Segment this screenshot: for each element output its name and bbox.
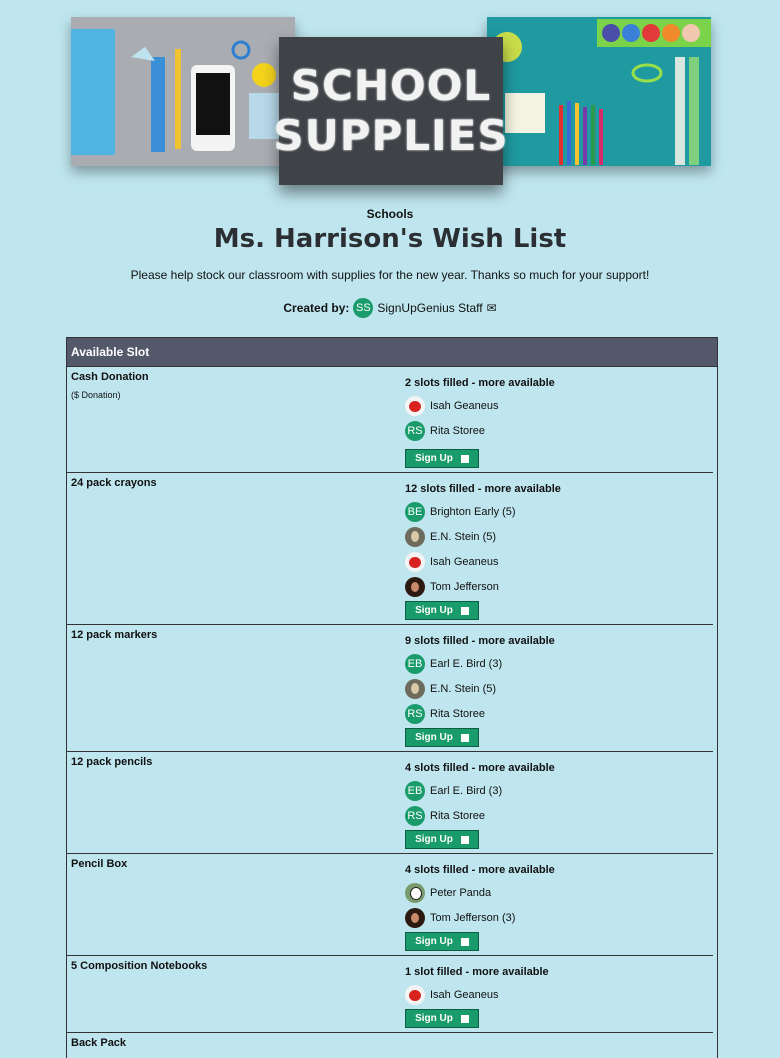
volunteer-name: Tom Jefferson (3)	[430, 911, 516, 924]
supplies-photo-left	[71, 17, 295, 166]
initials-avatar: EB	[405, 654, 425, 674]
volunteer-name: Isah Geaneus	[430, 988, 499, 1001]
sign-up-button[interactable]	[405, 1009, 479, 1028]
volunteer-item	[405, 499, 561, 524]
chalkboard-line-1: SCHOOL	[290, 61, 492, 110]
supplies-illustration-right	[487, 17, 711, 166]
volunteer-item	[405, 905, 555, 930]
slots-filled-text: 1 slot filled - more available	[405, 966, 549, 978]
slot-name: 5 Composition Notebooks	[71, 960, 208, 972]
table-row	[67, 752, 713, 854]
slots-filled-text: 4 slots filled - more available	[405, 762, 555, 774]
volunteer-name: Rita Storee	[430, 424, 486, 437]
slot-status	[405, 864, 555, 930]
apple-avatar-icon	[405, 552, 425, 572]
sign-up-button[interactable]	[405, 449, 479, 468]
mail-icon[interactable]: ✉	[486, 301, 497, 315]
sign-up-button[interactable]	[405, 830, 479, 849]
checkbox-icon[interactable]	[461, 836, 469, 844]
volunteer-item	[405, 393, 555, 418]
slot-status	[405, 762, 555, 828]
slot-name: Back Pack	[71, 1037, 127, 1049]
created-by-label: Created by:	[283, 301, 350, 315]
initials-avatar: EB	[405, 781, 425, 801]
sign-up-label: Sign Up	[415, 1013, 453, 1024]
checkbox-icon[interactable]	[461, 607, 469, 615]
checkbox-icon[interactable]	[461, 1015, 469, 1023]
checkbox-icon[interactable]	[461, 734, 469, 742]
slots-filled-text: 9 slots filled - more available	[405, 635, 555, 647]
table-row	[67, 473, 713, 625]
volunteer-item	[405, 803, 555, 828]
sign-up-label: Sign Up	[415, 605, 453, 616]
initials-avatar: RS	[405, 806, 425, 826]
volunteer-name: Tom Jefferson	[430, 580, 499, 593]
apple-avatar-icon	[405, 396, 425, 416]
supplies-illustration-left	[71, 17, 295, 166]
apple-avatar-icon	[405, 985, 425, 1005]
volunteer-name: Rita Storee	[430, 707, 486, 720]
table-row	[67, 625, 713, 752]
chalkboard-line-2: SUPPLIES	[273, 111, 509, 160]
slot-status	[405, 483, 561, 599]
volunteer-item	[405, 651, 555, 676]
volunteer-name: Earl E. Bird (3)	[430, 784, 503, 797]
volunteer-item	[405, 778, 555, 803]
slot-name: Pencil Box	[71, 858, 128, 870]
volunteer-item	[405, 549, 561, 574]
sign-up-button[interactable]	[405, 932, 479, 951]
slots-table	[66, 337, 718, 1058]
chalkboard-logo	[273, 37, 509, 185]
volunteer-name: Brighton Early (5)	[430, 505, 516, 518]
panda-avatar-icon	[405, 883, 425, 903]
banner	[0, 0, 780, 200]
sign-up-button[interactable]	[405, 601, 479, 620]
slots-filled-text: 12 slots filled - more available	[405, 483, 561, 495]
creator-avatar: SS	[353, 298, 373, 318]
sign-up-label: Sign Up	[415, 453, 453, 464]
slot-status	[405, 377, 555, 443]
checkbox-icon[interactable]	[461, 938, 469, 946]
einstein-avatar-icon	[405, 679, 425, 699]
slot-name: Cash Donation	[71, 371, 149, 383]
slot-name: 24 pack crayons	[71, 477, 157, 489]
sign-up-label: Sign Up	[415, 834, 453, 845]
table-body	[67, 367, 717, 1058]
volunteer-item	[405, 880, 555, 905]
jefferson-avatar-icon	[405, 577, 425, 597]
volunteer-name: E.N. Stein (5)	[430, 682, 497, 695]
volunteer-name: Isah Geaneus	[430, 399, 499, 412]
volunteer-item	[405, 676, 555, 701]
volunteer-item	[405, 524, 561, 549]
volunteer-name: E.N. Stein (5)	[430, 530, 497, 543]
table-row	[67, 854, 713, 956]
volunteer-name: Isah Geaneus	[430, 555, 499, 568]
volunteer-item	[405, 701, 555, 726]
slot-name: 12 pack pencils	[71, 756, 153, 768]
initials-avatar: BE	[405, 502, 425, 522]
sign-up-label: Sign Up	[415, 936, 453, 947]
volunteer-name: Earl E. Bird (3)	[430, 657, 503, 670]
slot-status	[405, 966, 549, 1007]
volunteer-name: Peter Panda	[430, 886, 492, 899]
table-row	[67, 367, 713, 473]
slot-name: 12 pack markers	[71, 629, 158, 641]
table-row	[67, 1033, 713, 1058]
table-row	[67, 956, 713, 1033]
table-header: Available Slot	[67, 338, 717, 367]
volunteer-name: Rita Storee	[430, 809, 486, 822]
sign-up-button[interactable]	[405, 728, 479, 747]
einstein-avatar-icon	[405, 527, 425, 547]
page-description: Please help stock our classroom with supplies for the new year. Thanks so much for your support!	[130, 268, 650, 282]
page-title: Ms. Harrison's Wish List	[213, 224, 567, 254]
slots-filled-text: 4 slots filled - more available	[405, 864, 555, 876]
category-label: Schools	[366, 207, 414, 221]
volunteer-item	[405, 574, 561, 599]
checkbox-icon[interactable]	[461, 455, 469, 463]
volunteer-item	[405, 418, 555, 443]
initials-avatar: RS	[405, 421, 425, 441]
creator-name[interactable]: SignUpGenius Staff	[377, 301, 483, 315]
supplies-photo-right	[487, 17, 711, 166]
slot-subtitle: ($ Donation)	[71, 390, 121, 400]
slots-filled-text: 2 slots filled - more available	[405, 377, 555, 389]
slot-status	[405, 635, 555, 726]
initials-avatar: RS	[405, 704, 425, 724]
volunteer-item	[405, 982, 549, 1007]
created-by	[0, 298, 780, 318]
jefferson-avatar-icon	[405, 908, 425, 928]
sign-up-label: Sign Up	[415, 732, 453, 743]
